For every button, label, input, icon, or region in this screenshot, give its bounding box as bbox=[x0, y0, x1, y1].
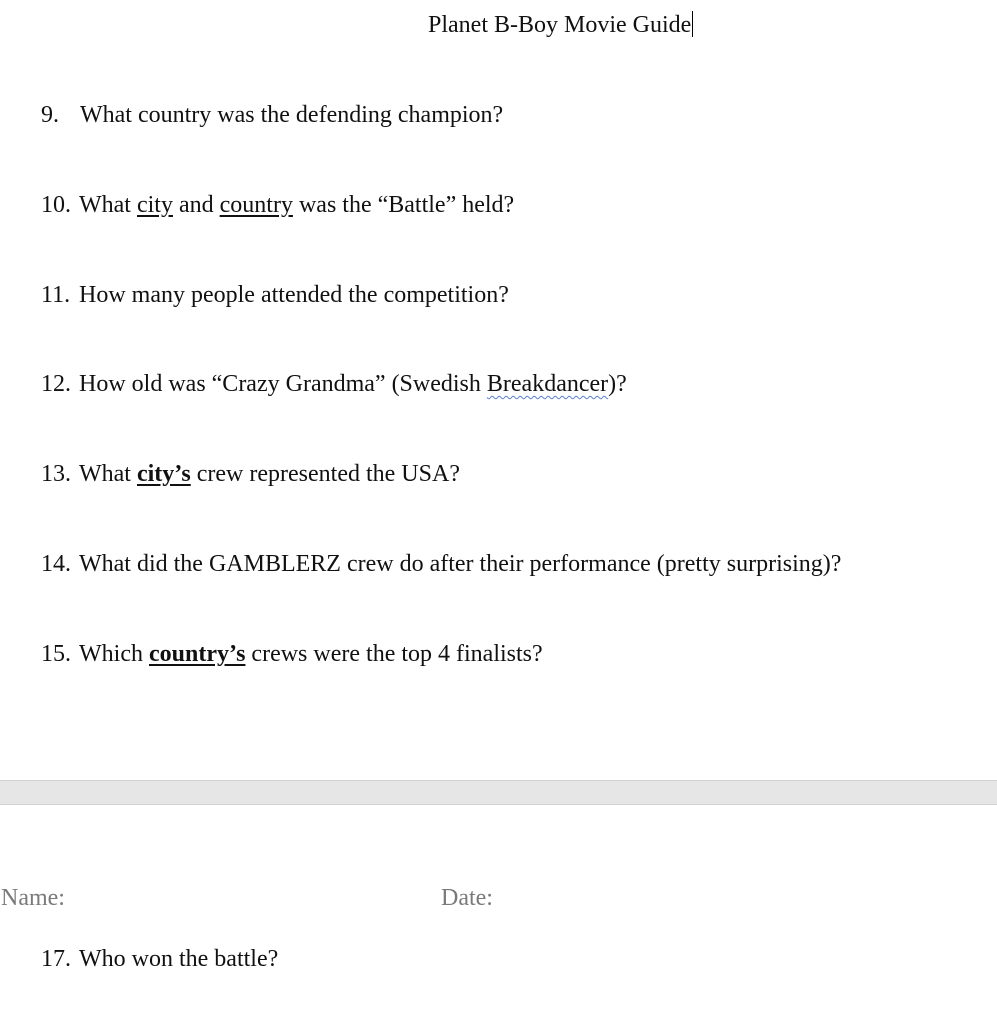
question-10[interactable] bbox=[41, 189, 514, 221]
page-break-separator bbox=[0, 780, 997, 805]
bold-underlined-word: city’s bbox=[136, 461, 191, 487]
header-name-label[interactable]: Name: bbox=[1, 885, 65, 911]
title-text: Planet B-Boy Movie Guide bbox=[428, 12, 692, 38]
header-date-label[interactable]: Date: bbox=[441, 885, 493, 911]
underlined-word-country: country bbox=[219, 192, 293, 218]
question-12[interactable] bbox=[41, 368, 627, 400]
question-text: )? bbox=[608, 371, 627, 397]
question-number: 12. bbox=[41, 371, 71, 397]
question-number: 13. bbox=[41, 461, 71, 487]
bold-underlined-word: country’s bbox=[148, 641, 246, 667]
question-text: How old was “Crazy Grandma” (Swedish bbox=[79, 371, 487, 397]
question-number: 14. bbox=[41, 551, 71, 577]
question-9[interactable] bbox=[41, 99, 503, 131]
question-number: 15. bbox=[41, 641, 71, 667]
question-number: 11. bbox=[41, 282, 71, 308]
underlined-word-city: city bbox=[136, 192, 173, 218]
question-text: was the “Battle” held? bbox=[292, 192, 515, 218]
question-text: and bbox=[172, 192, 220, 218]
question-number: 17. bbox=[41, 946, 71, 972]
question-text: crews were the top 4 finalists? bbox=[245, 641, 543, 667]
text-cursor bbox=[692, 11, 693, 37]
question-text: Which bbox=[79, 641, 149, 667]
question-text: What country was the defending champion? bbox=[80, 102, 504, 128]
question-11[interactable] bbox=[41, 279, 509, 311]
question-text: What did the GAMBLERZ crew do after their performance (pretty surprising)? bbox=[79, 551, 842, 577]
question-text: What bbox=[79, 192, 137, 218]
question-15[interactable] bbox=[41, 638, 543, 670]
question-text: How many people attended the competition? bbox=[79, 282, 509, 308]
document-title[interactable] bbox=[428, 9, 693, 41]
spellcheck-flagged-word[interactable]: Breakdancer bbox=[486, 371, 609, 397]
question-number: 9. bbox=[41, 102, 59, 128]
question-13[interactable] bbox=[41, 458, 460, 490]
question-text: What bbox=[79, 461, 137, 487]
question-14[interactable] bbox=[41, 548, 841, 580]
question-17[interactable] bbox=[41, 943, 278, 975]
question-number: 10. bbox=[41, 192, 71, 218]
question-text: crew represented the USA? bbox=[190, 461, 460, 487]
question-text: Who won the battle? bbox=[79, 946, 279, 972]
